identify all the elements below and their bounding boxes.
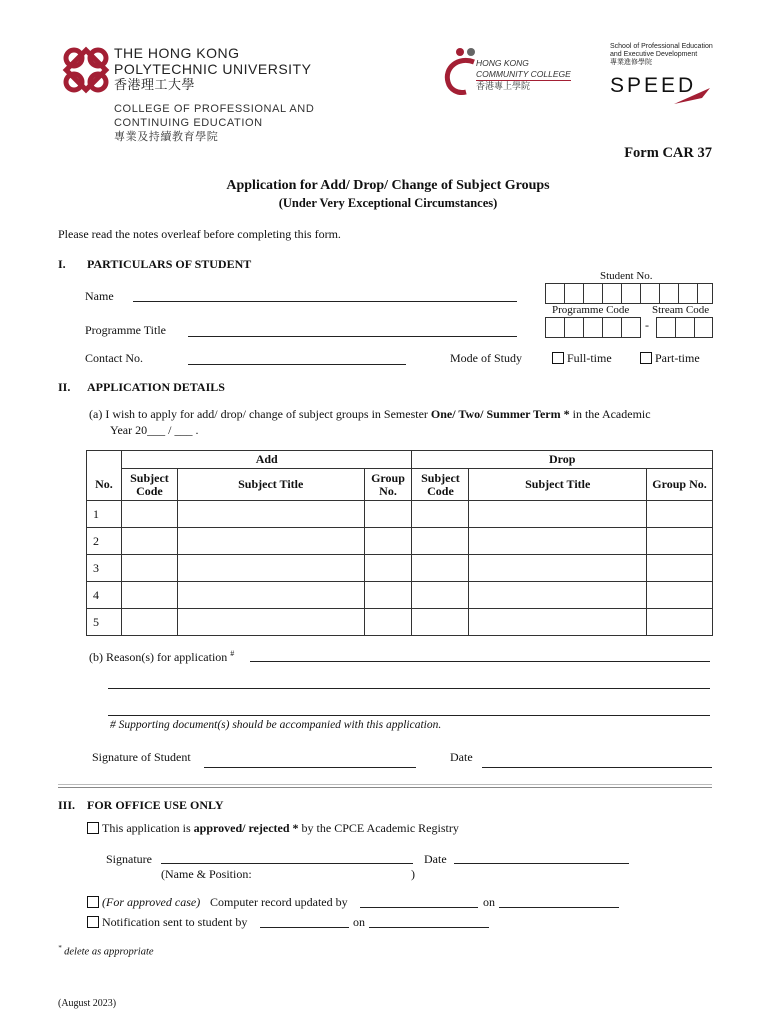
row-number: 3 [87,555,122,582]
add-subject-title-cell[interactable] [177,555,364,582]
add-subject-title-cell[interactable] [177,528,364,555]
reason-footnote-mark: # [230,649,235,658]
semester-options: One/ Two/ Summer Term * [430,407,570,421]
supporting-doc-note: # Supporting document(s) should be accompanied with this application. [110,719,442,731]
student-no-cells[interactable] [545,283,713,304]
add-group-no-header: Group No. [364,469,412,501]
form-title: Application for Add/ Drop/ Change of Subject Groups [226,178,550,193]
record-text: Computer record updated by [210,895,348,909]
drop-subject-title-cell[interactable] [469,582,647,609]
drop-group-no-cell[interactable] [647,582,713,609]
name-label: Name [85,289,114,303]
drop-subject-code-cell[interactable] [412,501,469,528]
reason-line-1[interactable] [250,661,710,662]
add-subject-code-cell[interactable] [121,528,177,555]
footnote-mark: * [58,944,62,952]
section-divider [58,784,712,788]
add-group-no-cell[interactable] [364,582,412,609]
reason-line-3[interactable] [108,715,710,716]
add-header: Add [121,451,412,469]
programme-code-cells[interactable] [545,317,641,338]
drop-subject-code-cell[interactable] [412,528,469,555]
office-signature-label: Signature [106,852,152,866]
form-version: (August 2023) [58,998,117,1009]
drop-subject-title-cell[interactable] [469,501,647,528]
polyu-logo [58,42,114,98]
drop-subject-title-header: Subject Title [469,469,647,501]
add-group-no-cell[interactable] [364,609,412,636]
add-group-no-cell[interactable] [364,555,412,582]
subject-table [86,450,713,636]
mode-of-study-label: Mode of Study [450,351,522,365]
table-row [87,555,713,582]
add-subject-code-cell[interactable] [121,501,177,528]
cpce-name-en-2: CONTINUING EDUCATION [114,117,263,129]
code-separator: - [645,318,649,332]
student-no-label: Student No. [600,270,653,282]
stream-code-label: Stream Code [652,304,710,316]
footnote-text: delete as appropriate [64,946,154,958]
add-subject-title-cell[interactable] [177,609,364,636]
add-subject-code-cell[interactable] [121,609,177,636]
form-code: Form CAR 37 [624,145,712,161]
office-date-label: Date [424,852,447,866]
hkcc-name-zh: 香港專上學院 [476,81,531,91]
item-a-pre: (a) I wish to apply for add/ drop/ change of subject groups in Semester [89,407,431,421]
record-italic: (For approved case) [102,895,201,909]
cpce-name-en-1: COLLEGE OF PROFESSIONAL AND [114,103,315,115]
academic-year-text: Year 20___ / ___ . [110,423,199,437]
drop-group-no-header: Group No. [647,469,713,501]
no-header: No. [87,469,122,501]
student-signature-field[interactable] [204,767,416,768]
notification-on-field[interactable] [369,927,489,928]
record-by-field[interactable] [360,907,478,908]
reason-label: (b) Reason(s) for application [89,650,228,664]
drop-group-no-cell[interactable] [647,501,713,528]
stream-code-cells[interactable] [656,317,713,338]
approval-checkbox[interactable] [87,822,99,834]
section1-number: I. [58,257,66,271]
reason-line-2[interactable] [108,688,710,689]
table-row [87,501,713,528]
approval-pre: This application is [102,821,194,835]
speed-name-2: and Executive Development [610,51,698,58]
drop-subject-code-header: Subject Code [412,469,469,501]
drop-subject-title-cell[interactable] [469,555,647,582]
full-time-label: Full-time [567,351,612,365]
notification-by-field[interactable] [260,927,349,928]
section2-heading: APPLICATION DETAILS [87,380,225,394]
record-on-field[interactable] [499,907,619,908]
student-signature-label: Signature of Student [92,750,191,764]
row-number: 4 [87,582,122,609]
item-a-text [89,407,719,422]
name-position-close: ) [411,867,415,881]
approval-text [102,821,459,836]
row-number: 2 [87,528,122,555]
notification-text: Notification sent to student by [102,915,248,929]
cpce-name-zh: 專業及持續教育學院 [114,131,219,143]
notification-checkbox[interactable] [87,916,99,928]
section1-heading: PARTICULARS OF STUDENT [87,257,252,271]
add-group-no-cell[interactable] [364,528,412,555]
drop-group-no-cell[interactable] [647,555,713,582]
record-on-label: on [483,895,495,909]
hkcc-name-2: COMMUNITY COLLEGE [476,69,571,79]
add-subject-code-header: Subject Code [121,469,177,501]
form-subtitle: (Under Very Exceptional Circumstances) [278,196,498,210]
footnote [58,944,154,958]
form-intro: Please read the notes overleaf before completing this form. [58,227,341,241]
drop-subject-code-cell[interactable] [412,555,469,582]
polyu-emblem-icon [58,42,114,98]
approval-options: approved/ rejected * [193,821,299,835]
speed-name-zh: 專業進修學院 [610,59,652,66]
record-checkbox[interactable] [87,896,99,908]
part-time-checkbox[interactable] [640,352,652,364]
item-b-label [89,649,234,665]
full-time-checkbox[interactable] [552,352,564,364]
speed-name-1: School of Professional Education [610,43,713,50]
drop-subject-code-cell[interactable] [412,582,469,609]
polyu-name-en-1: THE HONG KONG [114,45,240,61]
office-signature-field[interactable] [161,863,413,864]
approval-post: by the CPCE Academic Registry [298,821,459,835]
contact-no-label: Contact No. [85,351,143,365]
table-corner [87,451,122,469]
student-date-field[interactable] [482,767,712,768]
drop-subject-title-cell[interactable] [469,528,647,555]
speed-swoosh-icon [672,86,712,106]
section3-number: III. [58,798,76,812]
name-field[interactable] [133,301,517,302]
name-position-label: (Name & Position: [161,867,252,881]
add-subject-title-cell[interactable] [177,501,364,528]
drop-header: Drop [412,451,713,469]
add-subject-title-header: Subject Title [177,469,364,501]
table-row [87,582,713,609]
student-date-label: Date [450,750,473,764]
row-number: 5 [87,609,122,636]
item-a-post: in the Academic [569,407,651,421]
add-subject-code-cell[interactable] [121,555,177,582]
row-number: 1 [87,501,122,528]
drop-group-no-cell[interactable] [647,528,713,555]
table-row [87,528,713,555]
drop-group-no-cell[interactable] [647,609,713,636]
polyu-name-zh: 香港理工大學 [114,77,196,92]
programme-code-label: Programme Code [552,304,630,316]
programme-title-field[interactable] [188,336,517,337]
notification-on-label: on [353,915,365,929]
add-group-no-cell[interactable] [364,501,412,528]
drop-subject-code-cell[interactable] [412,609,469,636]
speed-logo: SPEED [610,74,697,97]
hkcc-name-1: HONG KONG [476,58,529,68]
add-subject-title-cell[interactable] [177,582,364,609]
table-row [87,609,713,636]
polyu-name-en-2: POLYTECHNIC UNIVERSITY [114,61,312,77]
programme-title-label: Programme Title [85,323,167,337]
drop-subject-title-cell[interactable] [469,609,647,636]
section3-heading: FOR OFFICE USE ONLY [87,798,224,812]
contact-no-field[interactable] [188,364,406,365]
add-subject-code-cell[interactable] [121,582,177,609]
part-time-label: Part-time [655,351,700,365]
section2-number: II. [58,380,71,394]
office-date-field[interactable] [454,863,629,864]
